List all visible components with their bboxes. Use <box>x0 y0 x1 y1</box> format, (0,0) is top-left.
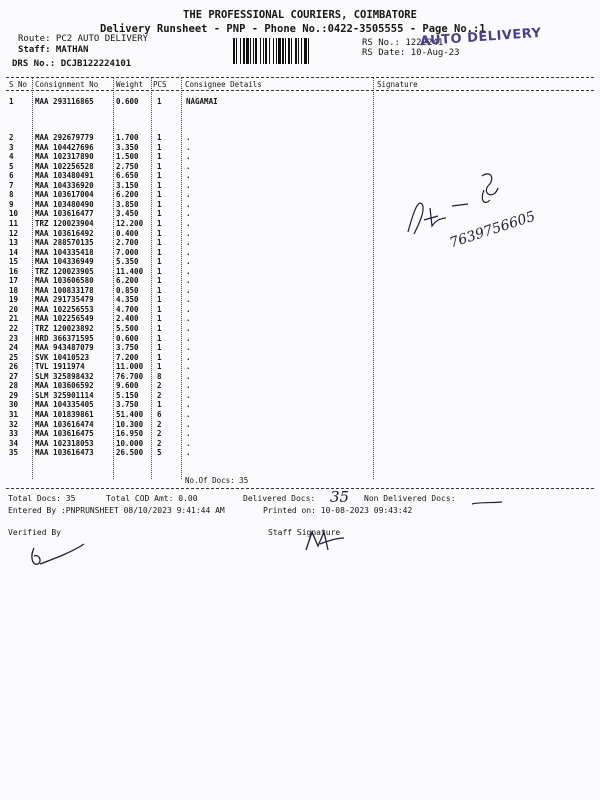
staff-signature-label: Staff Signature <box>268 528 341 537</box>
delivered-count-handwritten: 35 <box>330 488 350 506</box>
cell-det: . <box>186 400 191 410</box>
barcode-bar <box>273 38 274 64</box>
table-row <box>0 400 600 410</box>
cell-no: 16 <box>9 266 19 276</box>
cell-wt: 2.750 <box>116 161 139 171</box>
cell-pcs: 5 <box>157 448 162 458</box>
cell-cons: MAA 291735479 <box>35 295 94 305</box>
cell-cons: MAA 102256553 <box>35 304 94 314</box>
cell-no: 3 <box>9 142 14 152</box>
cell-pcs: 1 <box>157 190 162 200</box>
cell-det: . <box>186 324 191 333</box>
cell-pcs: 1 <box>157 352 162 362</box>
cell-det: . <box>186 285 191 295</box>
cell-det: . <box>186 228 191 238</box>
cell-wt: 3.750 <box>116 343 139 353</box>
cell-no: 20 <box>9 304 19 314</box>
cell-det: . <box>186 314 191 324</box>
barcode-bar <box>240 38 241 64</box>
cell-pcs: 1 <box>157 295 162 305</box>
cell-wt: 6.650 <box>116 171 139 181</box>
cell-pcs: 1 <box>157 285 162 295</box>
cell-pcs: 1 <box>157 228 162 238</box>
cell-cons: SVK 10410523 <box>35 352 90 362</box>
cell-cons: TVL 1911974 <box>35 362 85 372</box>
cell-wt: 0.400 <box>116 228 139 238</box>
barcode <box>232 38 356 64</box>
cell-no: 31 <box>9 409 19 419</box>
cell-cons: MAA 103606592 <box>35 381 94 391</box>
cell-wt: 6.200 <box>116 276 139 286</box>
drs-number: DRS No.: DCJB122224101 <box>12 59 132 69</box>
docs-count: No.Of Docs: 35 <box>185 476 249 485</box>
table-row <box>0 381 600 391</box>
cell-cons: MAA 943487079 <box>35 343 94 353</box>
cell-wt: 3.450 <box>116 209 139 219</box>
cell-no: 12 <box>9 228 19 238</box>
col-header-consignment: Consignment No <box>35 80 99 89</box>
table-bottom-rule <box>6 488 594 489</box>
cell-cons: MAA 293116865 <box>35 97 94 106</box>
cell-cons: MAA 103616492 <box>35 228 94 238</box>
barcode-bar <box>278 38 281 64</box>
cell-cons: SLM 325901114 <box>35 390 94 400</box>
cell-det: . <box>186 448 191 458</box>
cell-wt: 1.700 <box>116 133 139 142</box>
barcode-bar <box>285 38 286 64</box>
barcode-bar <box>269 38 270 64</box>
cell-pcs: 1 <box>157 133 162 142</box>
cell-cons: MAA 102317890 <box>35 152 94 162</box>
table-head-rule <box>6 90 594 91</box>
barcode-bar <box>233 38 235 64</box>
cell-det: . <box>186 352 191 362</box>
cell-wt: 2.700 <box>116 238 139 248</box>
cell-cons: MAA 103617004 <box>35 190 94 200</box>
cell-no: 24 <box>9 343 19 353</box>
barcode-bar <box>288 38 290 64</box>
cell-wt: 0.850 <box>116 285 139 295</box>
cell-det: . <box>186 180 191 190</box>
barcode-bar <box>301 38 302 64</box>
cell-no: 10 <box>9 209 19 219</box>
cell-pcs: 6 <box>157 409 162 419</box>
cell-det: . <box>186 218 191 228</box>
cell-no: 13 <box>9 238 19 248</box>
cell-no: 32 <box>9 419 19 429</box>
cell-det: . <box>186 409 191 419</box>
cell-no: 25 <box>9 352 19 362</box>
cell-cons: MAA 103480491 <box>35 171 94 181</box>
table-row <box>0 429 600 439</box>
cell-det: . <box>186 190 191 200</box>
cell-det: . <box>186 362 191 372</box>
col-header-signature: Signature <box>377 80 418 89</box>
table-top-rule <box>6 77 594 78</box>
verified-by-label: Verified By <box>8 528 61 537</box>
cell-cons: MAA 288570135 <box>35 238 94 248</box>
cell-cons: MAA 103616473 <box>35 448 94 458</box>
cell-pcs: 1 <box>157 209 162 219</box>
cell-pcs: 1 <box>157 266 162 276</box>
rs-date: RS Date: 10-Aug-23 <box>362 48 460 58</box>
cell-wt: 3.350 <box>116 142 139 152</box>
auto-delivery-stamp: AUTO DELIVERY <box>419 25 542 50</box>
cell-pcs: 2 <box>157 438 162 448</box>
route-label: Route: PC2 AUTO DELIVERY <box>18 34 149 44</box>
barcode-bar <box>265 38 267 64</box>
cell-pcs: 1 <box>157 97 162 106</box>
cell-cons: MAA 104336920 <box>35 180 94 190</box>
non-delivered-docs: Non Delivered Docs: <box>364 494 456 503</box>
cell-det: . <box>186 333 191 343</box>
cell-det: . <box>186 152 191 162</box>
cell-det: . <box>186 161 191 171</box>
cell-cons: TRZ 120023905 <box>35 266 94 276</box>
barcode-bar <box>255 38 257 64</box>
cell-cons: MAA 103616474 <box>35 419 94 429</box>
table-row <box>0 410 600 420</box>
cell-pcs: 1 <box>157 218 162 228</box>
cell-cons: MAA 104335418 <box>35 247 94 257</box>
col-header-pcs: PCS <box>153 80 167 89</box>
barcode-bar <box>243 38 245 64</box>
cell-det: . <box>186 295 191 305</box>
cell-wt: 3.850 <box>116 199 139 209</box>
cell-no: 7 <box>9 180 14 190</box>
table-row <box>0 97 600 107</box>
cell-cons: SLM 325898432 <box>35 371 94 381</box>
barcode-bar <box>253 38 254 64</box>
cell-wt: 1.500 <box>116 152 139 162</box>
cell-wt: 5.150 <box>116 390 139 400</box>
table-row <box>0 305 600 315</box>
printed-on: Printed on: 10-08-2023 09:43:42 <box>263 506 413 515</box>
cell-det: . <box>186 276 191 286</box>
rs-number: RS No.: 1222241 <box>362 38 444 48</box>
cell-no: 15 <box>9 257 19 267</box>
delivered-docs: Delivered Docs: <box>243 494 316 503</box>
cell-det: . <box>186 390 191 400</box>
col-header-sno: S No <box>9 80 28 89</box>
verifier-signature <box>26 538 88 570</box>
cell-det: . <box>186 133 191 142</box>
cell-wt: 76.700 <box>116 371 144 381</box>
cell-pcs: 2 <box>157 419 162 429</box>
cell-no: 8 <box>9 190 14 200</box>
table-row <box>0 343 600 353</box>
cell-no: 14 <box>9 247 19 257</box>
cell-pcs: 1 <box>157 324 162 333</box>
cell-no: 27 <box>9 371 19 381</box>
cell-cons: TRZ 120023892 <box>35 324 94 333</box>
cell-det: NAGAMAI <box>186 97 218 106</box>
cell-cons: MAA 104336949 <box>35 257 94 267</box>
table-row <box>0 391 600 401</box>
cell-wt: 5.350 <box>116 257 139 267</box>
cell-det: . <box>186 381 191 391</box>
cell-det: . <box>186 429 191 439</box>
cell-pcs: 8 <box>157 371 162 381</box>
cell-det: . <box>186 257 191 267</box>
barcode-bar <box>263 38 264 64</box>
barcode-bar <box>298 38 299 64</box>
cell-wt: 16.950 <box>116 429 144 439</box>
cell-no: 34 <box>9 438 19 448</box>
cell-wt: 0.600 <box>116 97 139 106</box>
cell-no: 2 <box>9 133 14 142</box>
cell-wt: 4.350 <box>116 295 139 305</box>
staff-label: Staff: MATHAN <box>18 45 89 55</box>
cell-pcs: 1 <box>157 304 162 314</box>
barcode-bar <box>250 38 251 64</box>
col-header-weight: Weight <box>116 80 144 89</box>
table-row <box>0 448 600 458</box>
cell-wt: 7.000 <box>116 247 139 257</box>
cell-wt: 3.750 <box>116 400 139 410</box>
cell-det: . <box>186 266 191 276</box>
total-cod: Total COD Amt: 0.00 <box>106 494 198 503</box>
cell-pcs: 1 <box>157 161 162 171</box>
cell-wt: 7.200 <box>116 352 139 362</box>
cell-wt: 0.600 <box>116 333 139 343</box>
cell-cons: MAA 103480490 <box>35 199 94 209</box>
cell-pcs: 2 <box>157 381 162 391</box>
cell-pcs: 1 <box>157 362 162 372</box>
cell-no: 33 <box>9 429 19 439</box>
barcode-bar <box>295 38 297 64</box>
cell-cons: MAA 102256549 <box>35 314 94 324</box>
cell-no: 23 <box>9 333 19 343</box>
handwritten-phone: 7639756605 <box>447 208 538 252</box>
cell-pcs: 1 <box>157 343 162 353</box>
cell-cons: MAA 101839861 <box>35 409 94 419</box>
cell-no: 35 <box>9 448 19 458</box>
cell-no: 28 <box>9 381 19 391</box>
cell-det: . <box>186 371 191 381</box>
barcode-bar <box>291 38 292 64</box>
cell-no: 21 <box>9 314 19 324</box>
cell-wt: 5.500 <box>116 324 139 333</box>
cell-wt: 2.400 <box>116 314 139 324</box>
cell-det: . <box>186 238 191 248</box>
cell-wt: 6.200 <box>116 190 139 200</box>
table-row <box>0 314 600 324</box>
table-row <box>0 420 600 430</box>
cell-pcs: 1 <box>157 400 162 410</box>
cell-cons: MAA 100833178 <box>35 285 94 295</box>
cell-det: . <box>186 247 191 257</box>
cell-no: 29 <box>9 390 19 400</box>
total-docs: Total Docs: 35 <box>8 494 76 503</box>
table-row <box>0 439 600 449</box>
staff-signature <box>300 526 346 554</box>
cell-pcs: 1 <box>157 199 162 209</box>
col-header-details: Consignee Details <box>185 80 262 89</box>
cell-wt: 51.400 <box>116 409 144 419</box>
cell-det: . <box>186 438 191 448</box>
cell-pcs: 1 <box>157 333 162 343</box>
runsheet-title: Delivery Runsheet - PNP - Phone No.:0422-3505555 - Page No.:1 <box>100 23 486 35</box>
cell-cons: MAA 103616475 <box>35 429 94 439</box>
table-row <box>0 295 600 305</box>
cell-pcs: 1 <box>157 276 162 286</box>
cell-det: . <box>186 199 191 209</box>
cell-pcs: 1 <box>157 247 162 257</box>
cell-det: . <box>186 171 191 181</box>
table-row <box>0 143 600 153</box>
cell-det: . <box>186 142 191 152</box>
table-row <box>0 372 600 382</box>
table-row <box>0 353 600 363</box>
cell-pcs: 2 <box>157 390 162 400</box>
cell-det: . <box>186 304 191 314</box>
cell-det: . <box>186 343 191 353</box>
barcode-bar <box>246 38 249 64</box>
cell-cons: MAA 103616477 <box>35 209 94 219</box>
cell-cons: MAA 102318053 <box>35 438 94 448</box>
table-row <box>0 133 600 143</box>
cell-no: 6 <box>9 171 14 181</box>
cell-wt: 3.150 <box>116 180 139 190</box>
table-row <box>0 286 600 296</box>
barcode-bar <box>308 38 309 64</box>
cell-no: 30 <box>9 400 19 410</box>
cell-no: 4 <box>9 152 14 162</box>
table-row <box>0 324 600 334</box>
cell-cons: MAA 292679779 <box>35 133 94 142</box>
handwritten-signature <box>400 160 570 280</box>
barcode-bar <box>260 38 261 64</box>
cell-wt: 26.500 <box>116 448 144 458</box>
table-row <box>0 362 600 372</box>
entered-by: Entered By :PNPRUNSHEET 08/10/2023 9:41:44 AM <box>8 506 225 515</box>
cell-pcs: 1 <box>157 152 162 162</box>
cell-pcs: 1 <box>157 257 162 267</box>
cell-no: 1 <box>9 97 14 106</box>
cell-det: . <box>186 209 191 219</box>
cell-wt: 4.700 <box>116 304 139 314</box>
company-title: THE PROFESSIONAL COURIERS, COIMBATORE <box>183 9 417 21</box>
barcode-bar <box>304 38 307 64</box>
cell-wt: 11.400 <box>116 266 144 276</box>
barcode-bar <box>282 38 284 64</box>
cell-det: . <box>186 419 191 429</box>
cell-cons: MAA 102256528 <box>35 161 94 171</box>
barcode-bar <box>236 38 237 64</box>
cell-no: 9 <box>9 199 14 209</box>
cell-pcs: 1 <box>157 238 162 248</box>
cell-cons: MAA 103606580 <box>35 276 94 286</box>
cell-pcs: 1 <box>157 180 162 190</box>
cell-no: 17 <box>9 276 19 286</box>
cell-cons: MAA 104335405 <box>35 400 94 410</box>
cell-no: 26 <box>9 362 19 372</box>
cell-wt: 9.600 <box>116 381 139 391</box>
cell-cons: TRZ 120023904 <box>35 218 94 228</box>
cell-no: 11 <box>9 218 19 228</box>
cell-pcs: 1 <box>157 142 162 152</box>
cell-wt: 11.000 <box>116 362 144 372</box>
cell-pcs: 1 <box>157 171 162 181</box>
cell-cons: HRD 366371595 <box>35 333 94 343</box>
cell-wt: 10.300 <box>116 419 144 429</box>
table-row <box>0 334 600 344</box>
cell-no: 18 <box>9 285 19 295</box>
cell-pcs: 1 <box>157 314 162 324</box>
cell-wt: 10.000 <box>116 438 144 448</box>
non-delivered-dash <box>470 498 504 508</box>
cell-no: 5 <box>9 161 14 171</box>
cell-pcs: 2 <box>157 429 162 439</box>
cell-no: 19 <box>9 295 19 305</box>
barcode-bar <box>276 38 277 64</box>
cell-wt: 12.200 <box>116 218 144 228</box>
cell-no: 22 <box>9 324 19 333</box>
cell-cons: MAA 104427696 <box>35 142 94 152</box>
